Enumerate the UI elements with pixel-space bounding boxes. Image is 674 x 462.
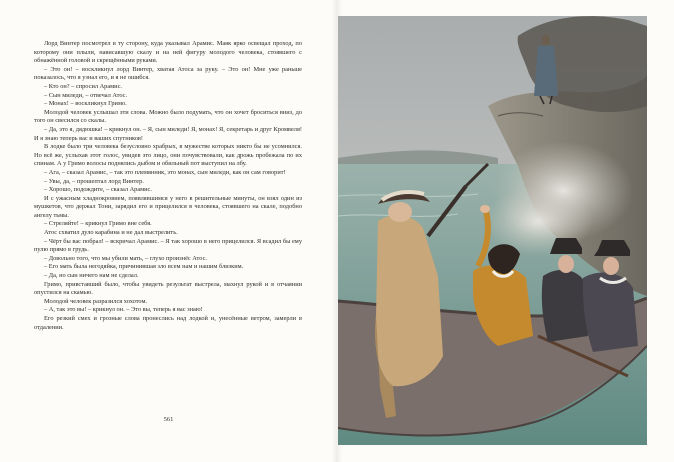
paragraph: – Его мать была негодяйка, причинившая зло всем нам и нашим близким. (44, 263, 244, 271)
paragraph: – Это он! – воскликнул лорд Винтер, хватая Атоса за руку. – Это он! Мне уже раньше показалось, что я узнал его, и я не ошибся. (34, 65, 302, 82)
paragraph: И с ужасным хладнокровием, появлявшимся у него в решительные минуты, он взял один из мушкетов, что держал Тони, зарядил его и прицелился в человека, стоявшего на скале, подобно ангелу тьмы. (34, 194, 302, 219)
paragraph: – Монах! – воскликнул Гримо. (44, 100, 127, 108)
paragraph: – Кто он? – спросил Арамис. (44, 82, 122, 90)
paragraph: В лодке было три человека безусловно храбрых, в мужестве которых никто бы не усомнился. Но всё же, услыхав этот голос, увидев это лицо, они почувствовали, как дрожь пробежала по их спинам. А у Гримо волосы поднялись дыбом и обильный пот выступил на лбу. (34, 143, 302, 168)
paragraph: – Чёрт бы вас побрал! – вскричал Арамис. – Я так хорошо в него прицелился. Я всадил бы ему пулю прямо в грудь. (34, 237, 302, 254)
paragraph: Молодой человек разразился хохотом. (44, 297, 148, 305)
paragraph: Атос схватил дуло карабина и не дал выстрелить. (44, 229, 178, 237)
paragraph: – Стреляйте! – крикнул Гримо вне себя. (44, 220, 152, 228)
paragraph: – Ага, – сказал Арамис, – так это племянник, это монах, сын миледи, как он сам говорит! (44, 168, 286, 176)
paragraph: – Да, но сын ничего нам не сделал. (44, 272, 139, 280)
paragraph: – А, так это вы! – крикнул он. – Это вы, теперь я вас знаю! (44, 306, 203, 314)
paragraph: – Хорошо, подождите, – сказал Арамис. (44, 186, 152, 194)
paragraph: – Да, это я, дядюшка! – крикнул он. – Я, сын миледи! Я, монах! Я, секретарь и друг Кромвеля! И я знаю теперь вас и ваших спутников! (34, 125, 302, 142)
paragraph: Молодой человек услышал эти слова. Можно было подумать, что он хочет броситься вниз, до того он свесился со скалы. (34, 108, 302, 125)
text-block (34, 40, 302, 332)
illustration (338, 16, 647, 445)
paragraph: Его резкий смех и грозные слова пронеслись над лодкой и, унесённые ветром, замерли в отдалении. (34, 315, 302, 331)
paragraph: Гримо, привставший было, чтобы увидеть результат выстрела, махнул рукой и в отчаянии опустился на скамью. (34, 280, 302, 297)
paragraph: – Довольно того, что мы убили мать, – глухо произнёс Атос. (44, 254, 207, 262)
raised-hand (480, 205, 490, 213)
paragraph: – Увы, да, – прошептал лорд Винтер. (44, 177, 144, 185)
paragraph: – Сын миледи, – отвечал Атос. (44, 91, 128, 99)
paragraph: Лорд Винтер посмотрел в ту сторону, куда указывал Арамис. Маяк ярко освещал проход, по которому они плыли, нависавшую скалу и на ней фигуру молодого человека, стоявшего с обнажённой головой и скрещёнными руками. (34, 40, 302, 65)
page-number: 561 (163, 416, 174, 423)
illustration-painting (338, 16, 647, 445)
